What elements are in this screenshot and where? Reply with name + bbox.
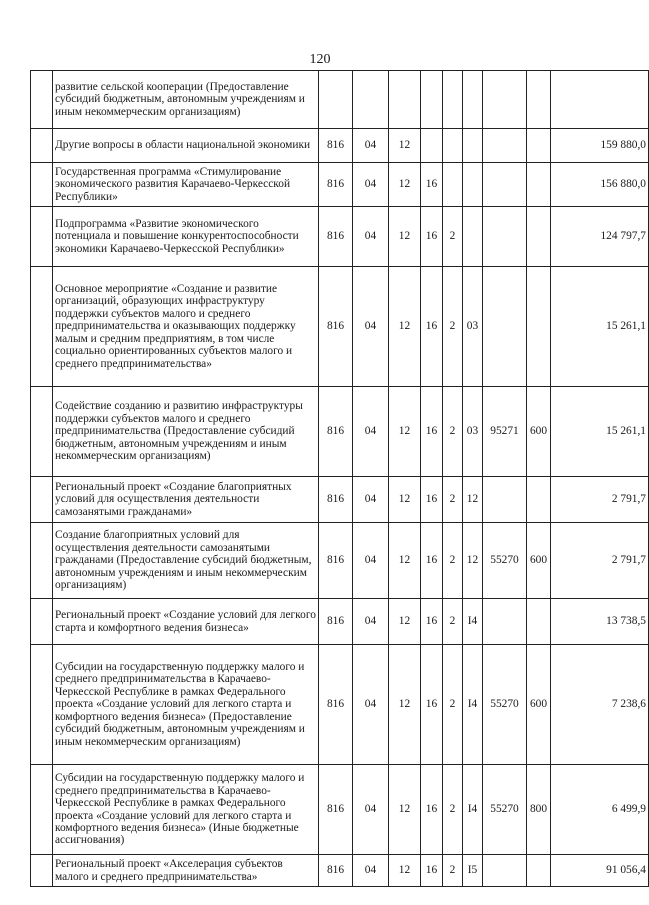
program-code bbox=[421, 71, 443, 129]
section-code: 04 bbox=[353, 645, 389, 765]
event-code: 03 bbox=[463, 267, 483, 387]
expense-type-code bbox=[527, 855, 551, 887]
subsection-code: 12 bbox=[389, 599, 421, 645]
subsection-code: 12 bbox=[389, 523, 421, 599]
amount: 159 880,0 bbox=[551, 129, 649, 163]
amount: 15 261,1 bbox=[551, 387, 649, 477]
section-code: 04 bbox=[353, 129, 389, 163]
direction-code bbox=[483, 267, 527, 387]
row-number-cell bbox=[31, 523, 53, 599]
row-description: Другие вопросы в области национальной экономики bbox=[53, 129, 319, 163]
section-code: 04 bbox=[353, 207, 389, 267]
program-code: 16 bbox=[421, 765, 443, 855]
amount: 15 261,1 bbox=[551, 267, 649, 387]
section-code: 04 bbox=[353, 599, 389, 645]
event-code bbox=[463, 71, 483, 129]
row-description: Субсидии на государственную поддержку малого и среднего предпринимательства в Карачаево-Черкесской Республике в рамках Федерального проекта «Создание условий для легкого старта и комфортного ведения бизнеса» (Предоставление субсидий бюджетным, автономным учреждениям и иным некоммерческим организациям) bbox=[53, 645, 319, 765]
subsection-code: 12 bbox=[389, 387, 421, 477]
amount bbox=[551, 71, 649, 129]
direction-code: 55270 bbox=[483, 765, 527, 855]
row-number-cell bbox=[31, 855, 53, 887]
amount: 124 797,7 bbox=[551, 207, 649, 267]
expense-type-code bbox=[527, 71, 551, 129]
program-code: 16 bbox=[421, 387, 443, 477]
ministry-code: 816 bbox=[319, 765, 353, 855]
table-row bbox=[31, 599, 649, 645]
row-number-cell bbox=[31, 71, 53, 129]
row-number-cell bbox=[31, 765, 53, 855]
subprogram-code: 2 bbox=[443, 855, 463, 887]
table-row bbox=[31, 765, 649, 855]
row-number-cell bbox=[31, 645, 53, 765]
table-row bbox=[31, 387, 649, 477]
direction-code: 55270 bbox=[483, 645, 527, 765]
expense-type-code: 600 bbox=[527, 523, 551, 599]
table-row bbox=[31, 129, 649, 163]
expense-type-code: 600 bbox=[527, 645, 551, 765]
direction-code bbox=[483, 207, 527, 267]
budget-table bbox=[30, 70, 649, 887]
subprogram-code bbox=[443, 129, 463, 163]
amount: 156 880,0 bbox=[551, 163, 649, 207]
event-code: I4 bbox=[463, 599, 483, 645]
expense-type-code bbox=[527, 207, 551, 267]
event-code: I5 bbox=[463, 855, 483, 887]
expense-type-code: 800 bbox=[527, 765, 551, 855]
direction-code: 95271 bbox=[483, 387, 527, 477]
amount: 6 499,9 bbox=[551, 765, 649, 855]
subprogram-code: 2 bbox=[443, 645, 463, 765]
program-code: 16 bbox=[421, 477, 443, 523]
row-description: Подпрограмма «Развитие экономического потенциала и повышение конкурентоспособности экономики Карачаево-Черкесской Республики» bbox=[53, 207, 319, 267]
section-code: 04 bbox=[353, 523, 389, 599]
subsection-code: 12 bbox=[389, 163, 421, 207]
row-number-cell bbox=[31, 207, 53, 267]
row-description: Региональный проект «Создание условий для легкого старта и комфортного ведения бизнеса» bbox=[53, 599, 319, 645]
direction-code bbox=[483, 599, 527, 645]
section-code: 04 bbox=[353, 267, 389, 387]
ministry-code: 816 bbox=[319, 477, 353, 523]
budget-table-body bbox=[31, 71, 649, 887]
row-number-cell bbox=[31, 477, 53, 523]
subsection-code: 12 bbox=[389, 129, 421, 163]
subprogram-code: 2 bbox=[443, 267, 463, 387]
row-description: Создание благоприятных условий для осуществления деятельности самозанятыми гражданами (Предоставление субсидий бюджетным, автономным учреждениям и иным некоммерческим организациям) bbox=[53, 523, 319, 599]
row-number-cell bbox=[31, 267, 53, 387]
subprogram-code: 2 bbox=[443, 599, 463, 645]
expense-type-code bbox=[527, 129, 551, 163]
ministry-code: 816 bbox=[319, 267, 353, 387]
expense-type-code bbox=[527, 477, 551, 523]
event-code bbox=[463, 207, 483, 267]
subsection-code: 12 bbox=[389, 267, 421, 387]
table-row bbox=[31, 645, 649, 765]
program-code: 16 bbox=[421, 207, 443, 267]
section-code: 04 bbox=[353, 477, 389, 523]
ministry-code: 816 bbox=[319, 129, 353, 163]
program-code: 16 bbox=[421, 855, 443, 887]
row-number-cell bbox=[31, 599, 53, 645]
direction-code bbox=[483, 163, 527, 207]
row-description: Региональный проект «Акселерация субъектов малого и среднего предпринимательства» bbox=[53, 855, 319, 887]
section-code: 04 bbox=[353, 387, 389, 477]
direction-code: 55270 bbox=[483, 523, 527, 599]
event-code bbox=[463, 163, 483, 207]
row-number-cell bbox=[31, 387, 53, 477]
program-code bbox=[421, 129, 443, 163]
event-code: I4 bbox=[463, 765, 483, 855]
table-row bbox=[31, 163, 649, 207]
section-code: 04 bbox=[353, 765, 389, 855]
subprogram-code bbox=[443, 71, 463, 129]
direction-code bbox=[483, 855, 527, 887]
amount: 91 056,4 bbox=[551, 855, 649, 887]
table-row bbox=[31, 477, 649, 523]
subsection-code: 12 bbox=[389, 645, 421, 765]
ministry-code: 816 bbox=[319, 207, 353, 267]
row-description: Содействие созданию и развитию инфраструктуры поддержки субъектов малого и среднего предпринимательства (Предоставление субсидий бюджетным, автономным учреждениям и иным некоммерческим организациям) bbox=[53, 387, 319, 477]
subsection-code: 12 bbox=[389, 765, 421, 855]
subsection-code: 12 bbox=[389, 477, 421, 523]
program-code: 16 bbox=[421, 267, 443, 387]
expense-type-code bbox=[527, 267, 551, 387]
program-code: 16 bbox=[421, 645, 443, 765]
table-row bbox=[31, 523, 649, 599]
section-code: 04 bbox=[353, 163, 389, 207]
page-number: 120 bbox=[309, 52, 331, 67]
ministry-code: 816 bbox=[319, 855, 353, 887]
subsection-code: 12 bbox=[389, 855, 421, 887]
row-description: Государственная программа «Стимулирование экономического развития Карачаево-Черкесской Республики» bbox=[53, 163, 319, 207]
direction-code bbox=[483, 71, 527, 129]
expense-type-code bbox=[527, 599, 551, 645]
ministry-code: 816 bbox=[319, 387, 353, 477]
direction-code bbox=[483, 129, 527, 163]
expense-type-code: 600 bbox=[527, 387, 551, 477]
ministry-code: 816 bbox=[319, 599, 353, 645]
table-row bbox=[31, 71, 649, 129]
subprogram-code bbox=[443, 163, 463, 207]
direction-code bbox=[483, 477, 527, 523]
section-code bbox=[353, 71, 389, 129]
event-code: 03 bbox=[463, 387, 483, 477]
subprogram-code: 2 bbox=[443, 523, 463, 599]
table-row bbox=[31, 267, 649, 387]
row-description: развитие сельской кооперации (Предоставление субсидий бюджетным, автономным учреждениям и иным некоммерческим организациям) bbox=[53, 71, 319, 129]
event-code: 12 bbox=[463, 523, 483, 599]
amount: 2 791,7 bbox=[551, 477, 649, 523]
subprogram-code: 2 bbox=[443, 387, 463, 477]
row-number-cell bbox=[31, 129, 53, 163]
table-row bbox=[31, 855, 649, 887]
ministry-code bbox=[319, 71, 353, 129]
program-code: 16 bbox=[421, 163, 443, 207]
ministry-code: 816 bbox=[319, 523, 353, 599]
ministry-code: 816 bbox=[319, 163, 353, 207]
subprogram-code: 2 bbox=[443, 477, 463, 523]
subprogram-code: 2 bbox=[443, 207, 463, 267]
subsection-code: 12 bbox=[389, 207, 421, 267]
program-code: 16 bbox=[421, 523, 443, 599]
ministry-code: 816 bbox=[319, 645, 353, 765]
amount: 2 791,7 bbox=[551, 523, 649, 599]
table-row bbox=[31, 207, 649, 267]
event-code: I4 bbox=[463, 645, 483, 765]
event-code: 12 bbox=[463, 477, 483, 523]
section-code: 04 bbox=[353, 855, 389, 887]
row-description: Региональный проект «Создание благоприятных условий для осуществления деятельности самозанятыми гражданами» bbox=[53, 477, 319, 523]
amount: 7 238,6 bbox=[551, 645, 649, 765]
program-code: 16 bbox=[421, 599, 443, 645]
event-code bbox=[463, 129, 483, 163]
row-number-cell bbox=[31, 163, 53, 207]
expense-type-code bbox=[527, 163, 551, 207]
subsection-code bbox=[389, 71, 421, 129]
row-description: Субсидии на государственную поддержку малого и среднего предпринимательства в Карачаево-Черкесской Республике в рамках Федерального проекта «Создание условий для легкого старта и комфортного ведения бизнеса» (Иные бюджетные ассигнования) bbox=[53, 765, 319, 855]
row-description: Основное мероприятие «Создание и развитие организаций, образующих инфраструктуру поддержки субъектов малого и среднего предпринимательства и оказывающих поддержку малым и средним предприятиям, в том числе социально ориентированных субъектов малого и среднего предпринимательства» bbox=[53, 267, 319, 387]
amount: 13 738,5 bbox=[551, 599, 649, 645]
subprogram-code: 2 bbox=[443, 765, 463, 855]
